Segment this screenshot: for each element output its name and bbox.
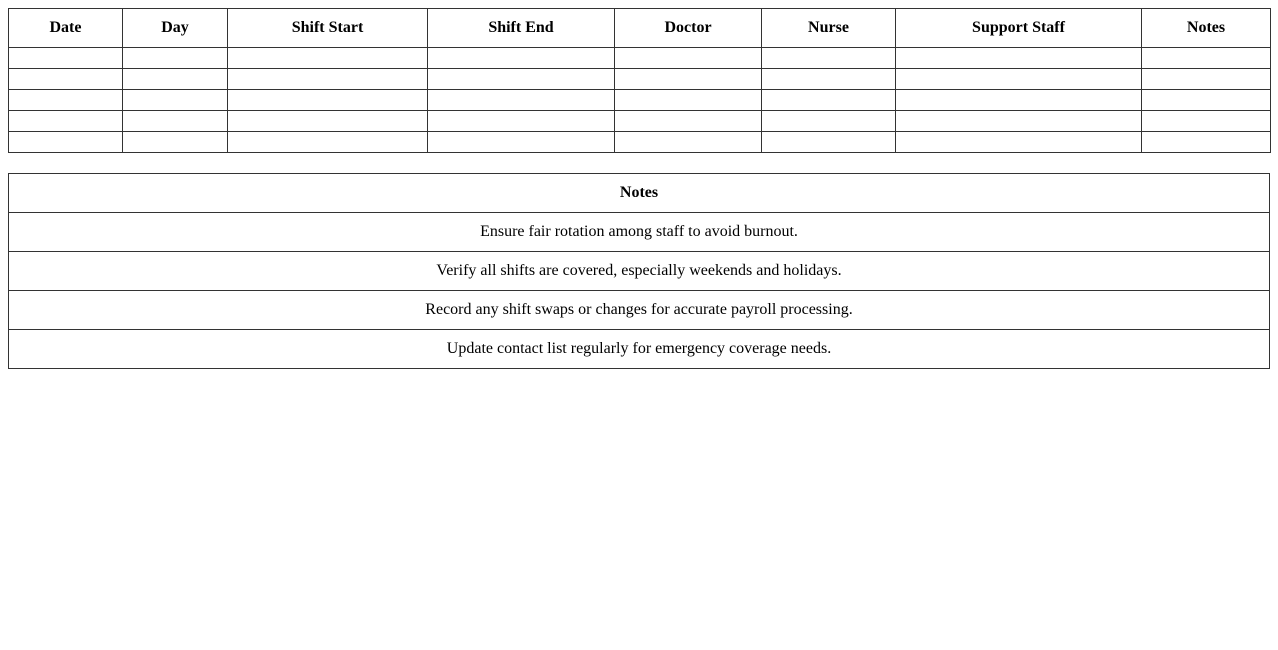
list-item <box>9 330 1270 369</box>
cell-nurse <box>762 48 896 69</box>
cell-support-staff <box>896 90 1142 111</box>
cell-date <box>9 111 123 132</box>
table-row <box>9 48 1271 69</box>
column-header-doctor: Doctor <box>615 9 762 48</box>
notes-title: Notes <box>9 174 1270 213</box>
cell-notes <box>1142 90 1271 111</box>
schedule-header-row <box>9 9 1271 48</box>
notes-header-row <box>9 174 1270 213</box>
cell-shift-end <box>428 48 615 69</box>
note-text: Record any shift swaps or changes for accurate payroll processing. <box>9 291 1270 330</box>
note-text: Ensure fair rotation among staff to avoid burnout. <box>9 213 1270 252</box>
cell-shift-end <box>428 111 615 132</box>
column-header-support-staff: Support Staff <box>896 9 1142 48</box>
cell-shift-start <box>228 48 428 69</box>
cell-shift-start <box>228 111 428 132</box>
cell-support-staff <box>896 69 1142 90</box>
cell-nurse <box>762 69 896 90</box>
cell-notes <box>1142 132 1271 153</box>
cell-support-staff <box>896 48 1142 69</box>
list-item <box>9 213 1270 252</box>
cell-shift-start <box>228 69 428 90</box>
cell-doctor <box>615 69 762 90</box>
cell-notes <box>1142 48 1271 69</box>
cell-doctor <box>615 48 762 69</box>
shift-schedule-table <box>8 8 1271 153</box>
cell-date <box>9 132 123 153</box>
cell-day <box>123 48 228 69</box>
cell-doctor <box>615 132 762 153</box>
cell-nurse <box>762 132 896 153</box>
cell-support-staff <box>896 132 1142 153</box>
column-header-day: Day <box>123 9 228 48</box>
cell-support-staff <box>896 111 1142 132</box>
list-item <box>9 291 1270 330</box>
cell-shift-start <box>228 132 428 153</box>
cell-day <box>123 111 228 132</box>
note-text: Verify all shifts are covered, especially weekends and holidays. <box>9 252 1270 291</box>
cell-day <box>123 69 228 90</box>
cell-nurse <box>762 111 896 132</box>
cell-notes <box>1142 111 1271 132</box>
notes-table <box>8 173 1270 369</box>
cell-date <box>9 90 123 111</box>
table-row <box>9 69 1271 90</box>
cell-doctor <box>615 111 762 132</box>
column-header-notes: Notes <box>1142 9 1271 48</box>
list-item <box>9 252 1270 291</box>
cell-day <box>123 90 228 111</box>
table-row <box>9 132 1271 153</box>
column-header-nurse: Nurse <box>762 9 896 48</box>
cell-shift-end <box>428 90 615 111</box>
cell-date <box>9 69 123 90</box>
cell-date <box>9 48 123 69</box>
table-row <box>9 90 1271 111</box>
cell-nurse <box>762 90 896 111</box>
note-text: Update contact list regularly for emergency coverage needs. <box>9 330 1270 369</box>
cell-shift-end <box>428 69 615 90</box>
table-row <box>9 111 1271 132</box>
cell-shift-start <box>228 90 428 111</box>
column-header-shift-end: Shift End <box>428 9 615 48</box>
column-header-shift-start: Shift Start <box>228 9 428 48</box>
column-header-date: Date <box>9 9 123 48</box>
cell-doctor <box>615 90 762 111</box>
cell-shift-end <box>428 132 615 153</box>
cell-notes <box>1142 69 1271 90</box>
cell-day <box>123 132 228 153</box>
